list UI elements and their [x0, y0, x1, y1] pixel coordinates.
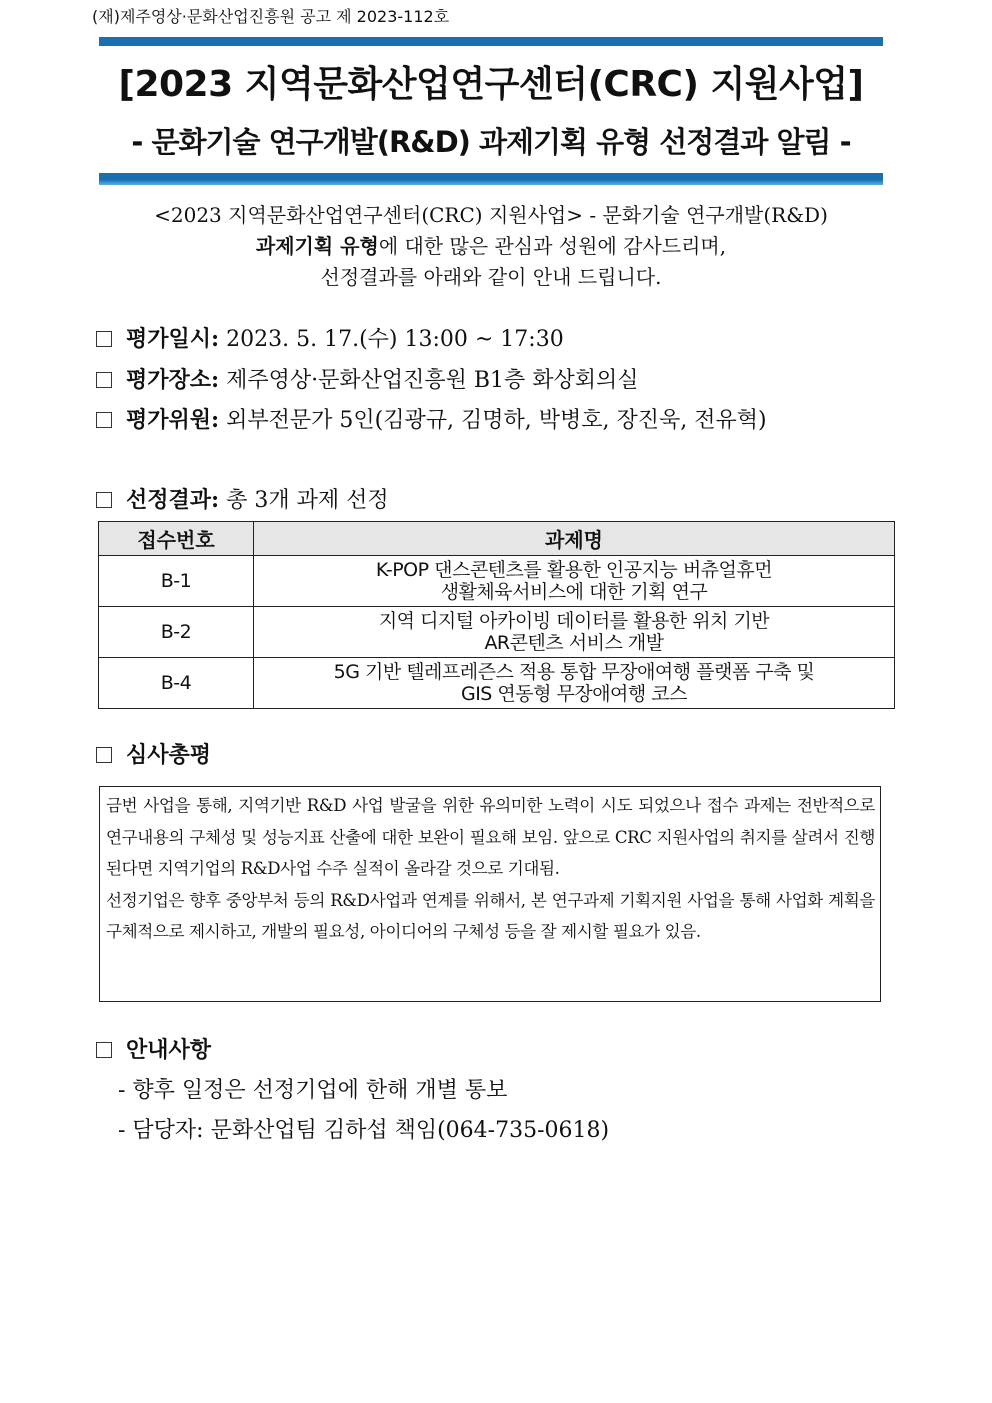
table-row	[99, 607, 895, 658]
project-name	[254, 607, 895, 658]
intro-line-2	[99, 231, 883, 262]
intro-text	[99, 200, 883, 293]
notice-number: (재)제주영상·문화산업진흥원 공고 제 2023-112호	[92, 7, 450, 26]
project-name-line-1: 지역 디지털 아카이빙 데이터를 활용한 위치 기반	[378, 610, 770, 632]
result-heading	[96, 483, 389, 514]
page-title: [2023 지역문화산업연구센터(CRC) 지원사업]	[118, 64, 864, 105]
table-header-row	[99, 522, 895, 556]
receipt-no: B-2	[99, 607, 254, 658]
page-subtitle: - 문화기술 연구개발(R&D) 과제기획 유형 선정결과 알림 -	[131, 125, 851, 159]
review-heading-label: 심사총평	[126, 742, 212, 768]
result-value: 총 3개 과제 선정	[219, 488, 389, 513]
guide-item-contact: - 담당자: 문화산업팀 김하섭 책임(064-735-0618)	[118, 1118, 610, 1143]
guide-heading-label: 안내사항	[126, 1037, 212, 1063]
result-table	[98, 521, 895, 709]
eval-date-label: 평가일시:	[126, 326, 220, 352]
intro-highlight: 과제기획 유형	[255, 234, 379, 258]
intro-line-3: 선정결과를 아래와 같이 안내 드립니다.	[320, 265, 662, 289]
project-name-line-2: AR콘텐츠 서비스 개발	[484, 632, 664, 654]
eval-place	[96, 363, 639, 394]
result-label: 선정결과:	[126, 487, 220, 513]
review-box	[99, 786, 881, 1002]
eval-place-label: 평가장소:	[126, 367, 220, 393]
eval-panel-value: 외부전문가 5인(김광규, 김명하, 박병호, 장진욱, 전유혁)	[219, 408, 767, 433]
project-name-line-2: 생활체육서비스에 대한 기획 연구	[440, 581, 708, 603]
guide-item-schedule: - 향후 일정은 선정기업에 한해 개별 통보	[118, 1078, 508, 1103]
table-row	[99, 658, 895, 709]
project-name	[254, 556, 895, 607]
project-name-line-2: GIS 연동형 무장애여행 코스	[460, 683, 688, 705]
eval-date-value: 2023. 5. 17.(수) 13:00 ~ 17:30	[219, 327, 564, 352]
review-paragraph-1: 금번 사업을 통해, 지역기반 R&D 사업 발굴을 위한 유의미한 노력이 시도 되었으나 접수 과제는 전반적으로 연구내용의 구체성 및 성능지표 산출에 대한 보완이 필요해 보임. 앞으로 CRC 지원사업의 취지를 살려서 진행된다면 지역기업의 R&D사업 수주 실적이 올라갈 것으로 기대됨.	[106, 796, 875, 878]
project-name-line-1: K-POP 댄스콘텐츠를 활용한 인공지능 버츄얼휴먼	[375, 559, 773, 581]
receipt-no: B-4	[99, 658, 254, 709]
checkbox-square-icon	[96, 331, 112, 347]
checkbox-square-icon	[96, 372, 112, 388]
project-name	[254, 658, 895, 709]
table-row	[99, 556, 895, 607]
checkbox-square-icon	[96, 492, 112, 508]
eval-panel	[96, 403, 767, 434]
title-top-bar	[99, 37, 883, 46]
guide-heading	[96, 1033, 211, 1064]
header-project-name: 과제명	[254, 522, 895, 556]
review-paragraph-2: 선정기업은 향후 중앙부처 등의 R&D사업과 연계를 위해서, 본 연구과제 기획지원 사업을 통해 사업화 계획을 구체적으로 제시하고, 개발의 필요성, 아이디어의 구체성 등을 잘 제시할 필요가 있음.	[106, 890, 875, 941]
intro-line-2-rest: 에 대한 많은 관심과 성원에 감사드리며,	[378, 234, 727, 258]
checkbox-square-icon	[96, 1042, 112, 1058]
project-name-line-1: 5G 기반 텔레프레즌스 적용 통합 무장애여행 플랫폼 구축 및	[333, 661, 815, 683]
checkbox-square-icon	[96, 747, 112, 763]
eval-date	[96, 322, 564, 353]
intro-line-1: <2023 지역문화산업연구센터(CRC) 지원사업> - 문화기술 연구개발(R&D)	[154, 203, 828, 227]
eval-place-value: 제주영상·문화산업진흥원 B1층 화상회의실	[219, 368, 639, 393]
title-bottom-bar	[99, 173, 883, 185]
receipt-no: B-1	[99, 556, 254, 607]
header-receipt-no: 접수번호	[99, 522, 254, 556]
checkbox-square-icon	[96, 412, 112, 428]
eval-panel-label: 평가위원:	[126, 407, 220, 433]
review-heading	[96, 738, 211, 769]
